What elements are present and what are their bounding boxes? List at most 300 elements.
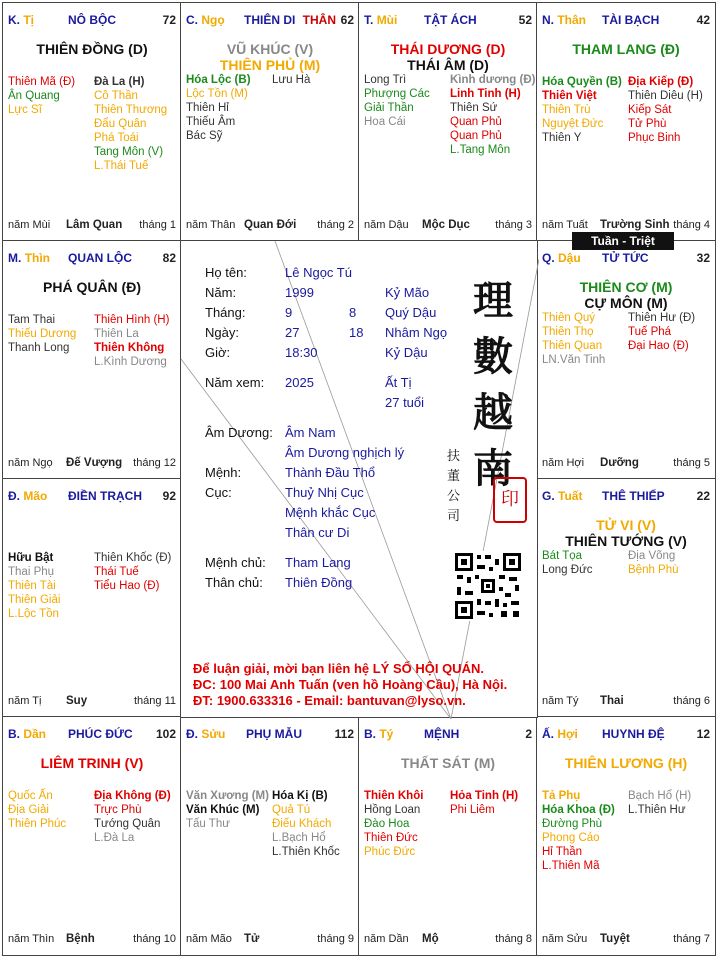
minor-star: Thiên Quan [542,340,603,352]
minor-star: Địa Võng [628,550,676,562]
palace-footer [364,219,532,233]
footer-month: tháng 1 [139,219,176,231]
seal-stamp-icon: 印 [493,477,527,523]
view-year-can: Ất Tị [385,375,412,390]
palace-number: 82 [162,251,176,265]
palace-name: ĐIỀN TRẠCH [68,489,142,503]
footer-stage: Tuyệt [600,933,630,945]
footer-stage: Suy [66,695,88,707]
palace-ngo[interactable] [180,2,360,242]
palace-number: 112 [334,727,354,741]
minor-star: Tam Thai [8,314,56,326]
footer-year: năm Thân [186,219,236,231]
day-lunar: 18 [349,325,364,340]
palace-than[interactable] [536,2,716,242]
palace-branch: Dậu [558,251,581,265]
main-star: PHÁ QUÂN (Đ) [43,279,141,295]
palace-branch: Mão [23,489,48,503]
palace-branch: Hợi [557,727,578,741]
footer-month: tháng 9 [317,933,354,945]
minor-stars-right [450,789,538,817]
palace-header [542,13,710,29]
palace-branch: Thân [557,13,587,27]
minor-star: Văn Xương (M) [186,790,269,802]
main-star: VŨ KHÚC (V) [226,41,314,57]
main-star: CỰ MÔN (M) [584,295,668,311]
minor-stars-left [364,73,452,129]
footer-stage: Dưỡng [600,457,639,469]
palace-name: HUYNH ĐỆ [602,727,665,741]
minor-star: Thiên Hình (H) [94,314,170,326]
minor-star: Giải Thần [364,102,414,114]
palace-dan[interactable] [2,716,182,956]
footer-month: tháng 5 [673,457,710,469]
year-label: Năm: [205,285,237,300]
palace-name: PHÚC ĐỨC [68,727,133,741]
palace-footer [542,933,710,947]
minor-star: Lưu Hà [272,74,311,86]
minor-star: Phúc Đức [364,846,416,858]
minor-star: L.Thiên Khốc [272,846,340,858]
view-year-label: Năm xem: [205,375,265,390]
footer-stage: Tử [244,933,260,945]
palace-branch: Thìn [24,251,51,265]
minor-star: Hóa Khoa (Đ) [542,804,615,816]
cuc-label: Cục: [205,485,232,500]
minor-star: L.Thiên Mã [542,860,600,872]
minor-star: Thiên Không [94,342,165,354]
minor-star: Tuế Phá [628,326,672,338]
minor-stars-right [272,789,360,859]
cuc-value: Thuỷ Nhị Cục [285,485,364,500]
palace-name: THIÊN DI [244,13,296,27]
minor-star: Tấu Thư [186,818,230,830]
palace-can: B. [364,727,376,741]
palace-number: 32 [696,251,710,265]
minor-star: Thiên Thương [94,104,168,116]
palace-hoi[interactable] [536,716,716,956]
palace-number: 12 [696,727,710,741]
minor-stars-left [8,551,96,621]
minor-star: Nguyệt Đức [542,118,604,130]
main-star: THẤT SÁT (M) [400,755,496,771]
minor-stars-right [628,549,716,577]
palace-can: B. [8,727,20,741]
footer-stage: Lâm Quan [66,219,123,231]
minor-star: Phi Liêm [450,804,495,816]
footer-year: năm Dần [364,933,409,945]
palace-mui[interactable] [358,2,538,242]
minor-star: Linh Tinh (H) [450,88,521,100]
minor-star: Hóa Quyền (B) [542,76,622,88]
palace-number: 42 [696,13,710,27]
minor-star: Thiên Y [542,132,582,144]
minor-star: Thiên Hư (Đ) [628,312,696,324]
footer-stage: Đế Vượng [66,457,123,469]
main-star: THÁI ÂM (D) [407,57,489,73]
calligraphy-char: 南 [473,445,513,492]
minor-stars-left [186,789,274,831]
calligraphy-small-char: 扶 [447,449,461,464]
minor-star: Bát Tọa [542,550,583,562]
day-label: Ngày: [205,325,239,340]
footer-month: tháng 8 [495,933,532,945]
minor-star: L.Kình Dương [94,356,167,368]
palace-header [364,13,532,29]
minor-stars-right [628,311,716,353]
day-can: Nhâm Ngọ [385,325,448,340]
minor-star: Thiên Thọ [542,326,594,338]
palace-tuat[interactable] [536,478,716,718]
palace-can: Ấ. [542,727,554,741]
palace-can: C. [186,13,198,27]
palace-can: N. [542,13,554,27]
hour-can: Kỷ Dậu [385,345,428,360]
palace-name: QUAN LỘC [68,251,132,265]
menhchu-label: Mệnh chủ: [205,555,266,570]
month-label: Tháng: [205,305,246,320]
minor-star: L.Lộc Tồn [8,608,59,620]
minor-star: Thiên Quý [542,312,596,324]
footer-year: năm Ngọ [8,457,53,469]
minor-star: Hỏa Tinh (H) [450,790,519,802]
minor-star: Thiên Khôi [364,790,424,802]
minor-star: Thai Phụ [8,566,55,578]
name-value: Lê Ngọc Tú [285,265,352,280]
hour-value: 18:30 [285,345,318,360]
main-star: THIÊN LƯƠNG (H) [564,755,688,771]
footer-year: năm Tị [8,695,42,707]
palace-footer [364,933,532,947]
minor-star: Thanh Long [8,342,70,354]
palace-header [186,727,354,743]
minor-star: Đại Hao (Đ) [628,340,689,352]
main-star: THIÊN CƠ (M) [579,279,673,295]
minor-star: Trực Phù [94,804,142,816]
minor-star: Tang Môn (V) [94,146,164,158]
calligraphy-logo [463,273,523,497]
minor-star: Điếu Khách [272,818,332,830]
minor-star: Đào Hoa [364,818,410,830]
palace-header [8,489,176,505]
minor-stars-right [628,789,716,817]
calligraphy-char: 數 [473,333,513,380]
palace-header [186,13,354,29]
name-label: Họ tên: [205,265,247,280]
footer-month: tháng 6 [673,695,710,707]
palace-footer [542,219,710,233]
minor-star: Kiếp Sát [628,104,672,116]
minor-star: L.Tang Môn [450,144,511,156]
palace-dau[interactable] [536,240,716,480]
palace-footer [186,219,354,233]
minor-star: Thiên La [94,328,139,340]
main-star: THÁI DƯƠNG (D) [390,41,506,57]
minor-star: Quan Phủ [450,116,502,128]
minor-stars-left [8,789,96,831]
minor-star: Địa Kiếp (Đ) [628,76,694,88]
minor-stars-left [364,789,452,859]
contact-line-1: Để luận giải, mời bạn liên hệ LÝ SỐ HỘI QUÁN. [193,661,484,676]
minor-star: Thiên Diêu (H) [628,90,703,102]
footer-year: năm Thìn [8,933,55,945]
hour-label: Giờ: [205,345,231,360]
main-star: TỬ VI (V) [596,517,656,533]
palace-suu[interactable] [180,716,360,956]
footer-year: năm Mão [186,933,232,945]
palace-footer [8,219,176,233]
minor-star: Thiên Đức [364,832,418,844]
minor-star: Hoa Cái [364,116,406,128]
calligraphy-small-char: 司 [447,509,461,524]
minor-stars-left [542,789,630,873]
minor-star: Phong Cáo [542,832,600,844]
year-can: Kỷ Mão [385,285,430,300]
minor-star: Bạch Hổ (H) [628,790,692,802]
minor-star: Bác Sỹ [186,130,223,142]
month-can: Quý Dậu [385,305,437,320]
minor-star: Thái Tuế [94,566,139,578]
palace-name: NÔ BỘC [68,13,116,27]
palace-number: 62 [340,13,354,27]
minor-star: Phục Binh [628,132,681,144]
minor-star: Quả Tú [272,804,311,816]
amduong-note: Âm Dương nghịch lý [285,445,405,460]
minor-stars-right [94,789,182,845]
footer-stage: Mộ [422,933,439,945]
footer-month: tháng 4 [673,219,710,231]
minor-star: Địa Giải [8,804,49,816]
minor-stars-left [8,75,96,117]
minor-star: Hóa Kị (B) [272,790,328,802]
minor-star: Quan Phủ [450,130,502,142]
minor-star: Tiểu Hao (Đ) [94,580,160,592]
calligraphy-char: 越 [473,389,513,436]
calligraphy-small-char: 公 [447,489,461,504]
palace-can: G. [542,489,555,503]
minor-star: Hóa Lộc (B) [186,74,251,86]
footer-month: tháng 10 [133,933,176,945]
menh-label: Mệnh: [205,465,242,480]
palace-branch: Tuất [558,489,583,503]
footer-year: năm Mùi [8,219,51,231]
palace-ti[interactable] [2,2,182,242]
palace-footer [8,695,176,709]
palace-name: PHỤ MẪU [246,727,302,741]
minor-star: L.Thái Tuế [94,160,149,172]
calligraphy-small [447,447,463,527]
palace-thin[interactable] [2,240,182,480]
minor-star: Phượng Các [364,88,430,100]
palace-number: 72 [162,13,176,27]
palace-can: Đ. [186,727,198,741]
palace-name: TẬT ÁCH [424,13,477,27]
minor-star: L.Thiên Hư [628,804,686,816]
thanchu-label: Thân chủ: [205,575,263,590]
minor-star: Long Trì [364,74,407,86]
palace-can: T. [364,13,374,27]
minor-star: Long Đức [542,564,593,576]
palace-branch: Sửu [201,727,226,741]
palace-number: 102 [155,727,176,741]
main-star: THIÊN PHỦ (M) [219,57,321,73]
minor-star: Thiên Tài [8,580,56,592]
minor-star: Thiên Phúc [8,818,67,830]
minor-stars-right [94,551,182,593]
main-star: LIÊM TRINH (V) [40,755,144,771]
footer-stage: Quan Đới [244,219,297,231]
palace-can: M. [8,251,22,265]
contact-phone-email[interactable]: ĐT: 1900.633316 - Email: bantuvan@lyso.vn. [193,693,466,708]
minor-star: Thiên Hỉ [186,102,229,114]
palace-branch: Ngọ [201,13,225,27]
menhchu-value: Tham Lang [285,555,351,570]
amduong-value: Âm Nam [285,425,336,440]
minor-star: LN.Văn Tinh [542,354,606,366]
month-lunar: 8 [349,305,357,320]
contact-address: ĐC: 100 Mai Anh Tuấn (ven hồ Hoàng Cầu), Hà Nội. [193,677,508,692]
minor-star: Kình dương (Đ) [450,74,536,86]
minor-star: Hữu Bật [8,552,54,564]
minor-star: Tả Phụ [542,790,581,802]
palace-branch: Mùi [376,13,398,27]
minor-star: Đà La (H) [94,76,145,88]
menh-value: Thành Đầu Thổ [285,465,376,480]
palace-header [8,251,176,267]
footer-stage: Bệnh [66,933,95,945]
palace-footer [542,695,710,709]
qr-code-icon[interactable] [453,551,523,621]
minor-star: Thiếu Âm [186,116,236,128]
palace-header [8,13,176,29]
palace-footer [8,457,176,471]
minor-star: Lực Sĩ [8,104,42,116]
month-value: 9 [285,305,293,320]
palace-header [8,727,176,743]
palace-footer [542,457,710,471]
minor-stars-right [272,73,360,87]
palace-ty[interactable] [358,716,538,956]
footer-year: năm Tý [542,695,579,707]
footer-year: năm Hợi [542,457,585,469]
minor-star: Lộc Tồn (M) [186,88,248,100]
palace-footer [186,933,354,947]
minor-stars-right [628,75,716,145]
minor-stars-left [8,313,96,355]
footer-stage: Thai [600,695,624,707]
main-star: THIÊN ĐỒNG (D) [36,41,148,57]
palace-header [542,251,710,267]
minor-star: Địa Không (Đ) [94,790,171,802]
minor-star: Thiên Trù [542,104,591,116]
minor-star: Cô Thần [94,90,138,102]
minor-star: Thiên Sứ [450,102,498,114]
than-marker: THÂN [302,13,336,27]
footer-month: tháng 7 [673,933,710,945]
palace-can: Đ. [8,489,20,503]
palace-header [542,727,710,743]
minor-star: L.Bạch Hổ [272,832,326,844]
minor-star: Tử Phù [628,118,667,130]
minor-star: Thiên Khốc (Đ) [94,552,172,564]
minor-stars-right [94,75,182,173]
palace-name: THÊ THIẾP [602,489,665,503]
minor-star: Hồng Loan [364,804,421,816]
footer-year: năm Sửu [542,933,588,945]
palace-name: TỬ TỨC [602,251,649,265]
minor-stars-left [186,73,274,143]
palace-name: MỆNH [424,727,460,741]
chart-grid [2,2,716,956]
footer-month: tháng 2 [317,219,354,231]
calligraphy-char: 理 [473,277,513,324]
age-value: 27 tuổi [385,395,425,410]
palace-mao[interactable] [2,478,182,718]
minor-star: L.Đà La [94,832,135,844]
minor-star: Thiên Giải [8,594,61,606]
year-value: 1999 [285,285,314,300]
view-year-value: 2025 [285,375,314,390]
palace-can: Q. [542,251,555,265]
than-cu: Thân cư Di [285,525,350,540]
minor-stars-left [542,75,630,145]
minor-star: Văn Khúc (M) [186,804,260,816]
footer-year: năm Tuất [542,219,588,231]
minor-star: Quốc Ấn [8,790,53,802]
palace-number: 52 [518,13,532,27]
minor-stars-right [450,73,538,157]
palace-number: 2 [525,727,532,741]
amduong-label: Âm Dương: [205,425,273,440]
thanchu-value: Thiên Đồng [285,575,353,590]
palace-branch: Tị [23,13,35,27]
main-star: THAM LANG (Đ) [572,41,680,57]
minor-star: Đường Phù [542,818,602,830]
minor-stars-right [94,313,182,369]
minor-star: Thiên Mã (Đ) [8,76,76,88]
minor-star: Tướng Quân [94,818,161,830]
footer-month: tháng 3 [495,219,532,231]
footer-stage: Mộc Dục [422,219,470,231]
calligraphy-small-char: 董 [447,469,461,484]
center-info-panel [180,240,538,718]
minor-stars-left [542,311,630,367]
minor-star: Đẩu Quân [94,118,147,130]
footer-month: tháng 11 [133,695,176,707]
footer-month: tháng 12 [133,457,176,469]
palace-header [542,489,710,505]
footer-year: năm Dậu [364,219,409,231]
minor-star: Thiếu Dương [8,328,77,340]
palace-can: K. [8,13,20,27]
palace-branch: Dần [23,727,47,741]
day-value: 27 [285,325,300,340]
palace-name: TÀI BẠCH [602,13,660,27]
minor-star: Phá Toái [94,132,139,144]
palace-header [364,727,532,743]
footer-stage: Trường Sinh [600,219,670,231]
tuan-triet-badge: Tuần - Triệt [572,232,674,250]
main-star: THIÊN TƯỚNG (V) [565,533,687,549]
minor-star: Ân Quang [8,90,60,102]
palace-branch: Tý [379,727,394,741]
cuc-relation: Mệnh khắc Cục [285,505,376,520]
minor-star: Thiên Việt [542,90,597,102]
minor-stars-left [542,549,630,577]
palace-number: 22 [696,489,710,503]
palace-number: 92 [162,489,176,503]
palace-footer [8,933,176,947]
